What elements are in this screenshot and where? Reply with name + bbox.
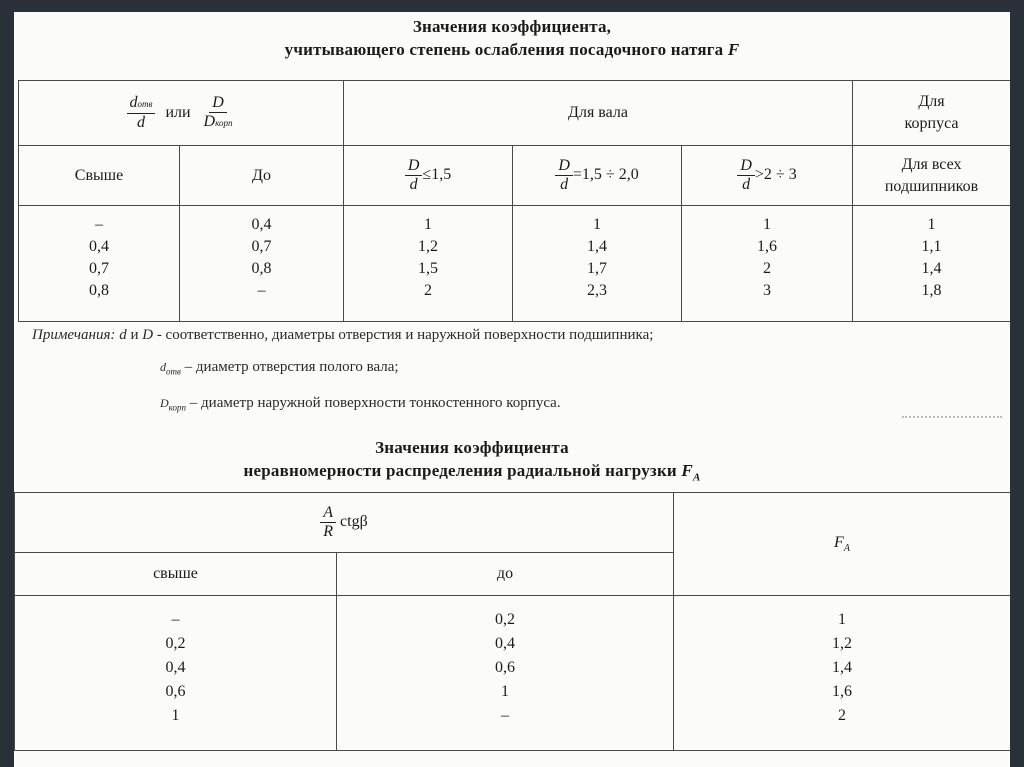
over-values: – 0,4 0,7 0,8 (19, 206, 180, 322)
shaft-col2-header: $\frac{D}{d}$ =1,5 ÷ 2,0 (513, 146, 682, 206)
shaft-col3-values: 1 1,6 2 3 (682, 206, 853, 322)
table2-title-line1: Значения коэффициента (375, 438, 569, 457)
table2 (14, 492, 1010, 751)
table1-title (14, 15, 1010, 61)
note-line2: $d_{отв}$ – диаметр отверстия полого вала; (160, 359, 399, 377)
table2-over-header: свыше (15, 553, 337, 596)
note-line1: Примечания: d и D - соответственно, диаметры отверстия и наружной поверхности подшипника; (32, 327, 654, 343)
table2-fa-values: 1 1,2 1,4 1,6 2 (674, 596, 1011, 751)
table1-notes (32, 322, 653, 421)
table1 (18, 80, 1010, 322)
shaft-header: Для вала (344, 81, 853, 146)
ratio2-fraction: $\frac{D}{\text{Dкорп}}$ (203, 94, 233, 130)
table2-over-values: – 0,2 0,4 0,6 1 (15, 596, 337, 751)
shaft-col3-header: $\frac{D}{d}$ >2 ÷ 3 (682, 146, 853, 206)
table2-to-values: 0,2 0,4 0,6 1 – (337, 596, 674, 751)
table1-header-row2 (19, 146, 1011, 206)
ratio-header (19, 81, 344, 146)
shaft-col2-values: 1 1,4 1,7 2,3 (513, 206, 682, 322)
over-header: Свыше (19, 146, 180, 206)
table2-body-row (15, 596, 1011, 751)
document-page (14, 12, 1010, 767)
housing-header: Для корпуса (853, 81, 1010, 146)
shaft-col1-values: 1 1,2 1,5 2 (344, 206, 513, 322)
table1-header-row1 (19, 81, 1011, 146)
table2-header-row1 (15, 493, 1011, 553)
ratio1-fraction: $\frac{\text{dотв}}{d}$ (127, 94, 156, 132)
ratio-ctg-header: $\frac{A}{R}$ ctgβ (15, 493, 674, 553)
table2-to-header: до (337, 553, 674, 596)
to-values: 0,4 0,7 0,8 – (180, 206, 344, 322)
table1-title-line2-text: учитывающего степень ослабления посадочного натяга (284, 40, 728, 59)
table1-title-symbol: F (727, 40, 740, 59)
table2-title (14, 436, 970, 489)
note-line3: $D_{корп}$ – диаметр наружной поверхности тонкостенного корпуса. (160, 395, 561, 413)
housing-values: 1 1,1 1,4 1,8 (853, 206, 1010, 322)
or-text: или (165, 103, 191, 121)
to-header: До (180, 146, 344, 206)
table1-body-row (19, 206, 1011, 322)
all-bearings-header: Для всех подшипников (853, 146, 1010, 206)
table1-title-line2 (14, 38, 1010, 61)
shaft-col1-header: $\frac{D}{d}$ ≤1,5 (344, 146, 513, 206)
scan-artifact (902, 416, 1002, 422)
table2-title-line2: неравномерности распределения радиальной нагрузки $F_A$ (243, 461, 701, 484)
fa-header: $F_A$ (674, 493, 1011, 596)
table1-title-line1: Значения коэффициента, (412, 17, 612, 36)
